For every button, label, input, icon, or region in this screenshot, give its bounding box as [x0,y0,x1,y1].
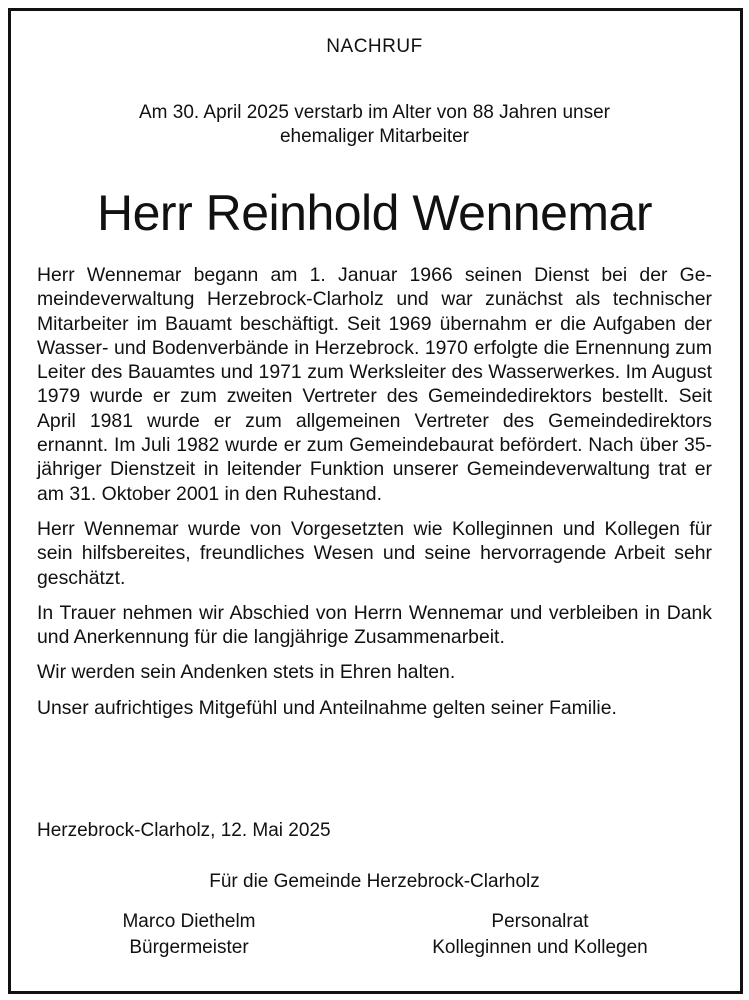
paragraph-remembrance: Wir werden sein Andenken stets in Ehren halten. [37,661,456,684]
notice-heading: NACHRUF [326,36,423,57]
paragraph-career: Herr Wennemar begann am 1. Januar 1966 seinen Dienst bei der Gemeindeverwaltung Herzebrock-Clarholz und war zunächst als technischer Mitarbeiter im Bauamt beschäftigt. Seit 1969 übernahm er die Aufgaben der Wasser- und Bodenverbände in Herzebrock. 1970 erfolgte die Ernennung zum Leiter des Bauamtes und 1971 zum Werksleiter des Wasserwerkes. Im August 1979 wurde er zum zweiten Vertreter des Gemeindedirektors bestellt. Seit April 1981 wurde er zum allgemeinen Vertreter des Gemeindedirektors ernannt. Im Juli 1982 wurde er zum Gemeindebaurat befördert. Nach über 35-jähriger Dienstzeit in leitender Funktion unserer Gemeindeverwaltung trat er am 31. Oktober 2001 in den Ruhestand. [37,264,712,505]
deceased-name: Herr Reinhold Wennemar [97,185,652,241]
signatory-name: Marco Diethelm [122,911,256,932]
paragraph-condolence: Unser aufrichtiges Mitgefühl und Anteilnahme gelten seiner Familie. [37,696,617,719]
paragraph-appreciation: Herr Wennemar wurde von Vorgesetzten wie Kolleginnen und Kollegen für sein hilfsbereites, freundliches Wesen und seine hervorragende Arbeit sehr geschätzt. [37,517,712,589]
obituary-body [37,263,712,731]
signatory-role: Kolleginnen und Kollegen [432,937,648,958]
organization-line: Für die Gemeinde Herzebrock-Clarholz [209,871,540,892]
intro-line-2: ehemaliger Mitarbeiter [279,126,470,147]
signatory-staff-council [395,909,685,961]
signatory-role: Bürgermeister [129,937,249,958]
intro-text [0,101,749,149]
paragraph-farewell: In Trauer nehmen wir Abschied von Herrn Wennemar und verbleiben in Dank und Anerkennung für die langjährige Zusammenarbeit. [37,601,712,649]
signatory-name: Personalrat [491,911,589,932]
signatory-mayor [74,909,304,961]
intro-line-1: Am 30. April 2025 verstarb im Alter von 88 Jahren unser [138,102,611,123]
place-date: Herzebrock-Clarholz, 12. Mai 2025 [37,820,331,841]
